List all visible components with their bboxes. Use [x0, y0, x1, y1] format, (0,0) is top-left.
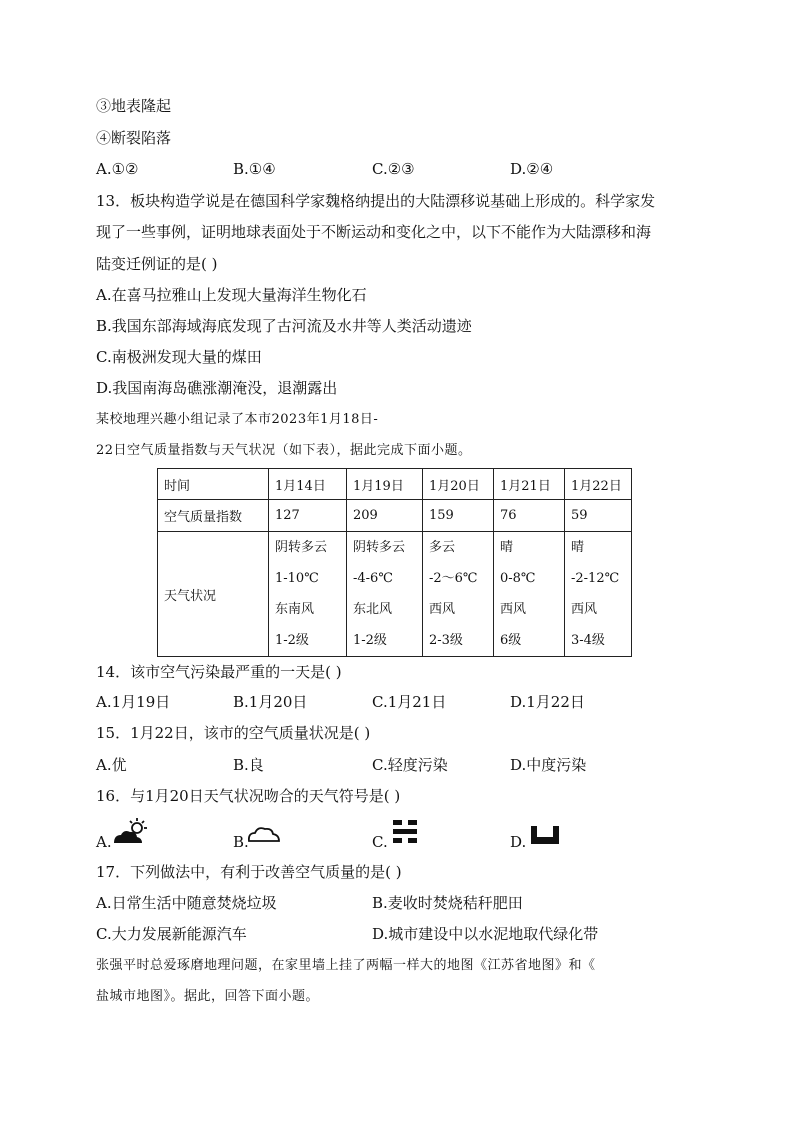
table-row-date	[158, 469, 632, 500]
q14-option-d[interactable]: D.1月22日	[510, 693, 585, 711]
temp-text: -2～6℃	[429, 571, 478, 586]
wind-text: 东北风	[353, 602, 393, 617]
level-text: 1-2级	[275, 633, 309, 648]
wind-text: 西风	[500, 602, 527, 617]
aqi-cell: 159	[423, 500, 494, 532]
q17-option-d[interactable]: D.城市建设中以水泥地取代绿化带	[372, 925, 599, 943]
intro-line2: 22日空气质量指数与天气状况（如下表），据此完成下面小题。	[96, 443, 472, 458]
q15-option-b[interactable]: B.良	[233, 756, 264, 774]
weather-cell	[423, 532, 494, 657]
level-text: 2-3级	[429, 633, 463, 648]
fog-icon	[390, 818, 420, 846]
row-header-aqi: 空气质量指数	[158, 500, 269, 532]
level-text: 1-2级	[353, 633, 387, 648]
q13-option-a[interactable]: A.在喜马拉雅山上发现大量海洋生物化石	[96, 286, 367, 304]
outro-line2: 盐城市地图》。据此，回答下面小题。	[96, 989, 320, 1004]
q15-stem: 15．1月22日，该市的空气质量状况是( )	[96, 724, 371, 742]
temp-text: -2-12℃	[571, 571, 620, 586]
weather-cell	[347, 532, 423, 657]
q13-option-d[interactable]: D.我国南海岛礁涨潮淹没，退潮露出	[96, 379, 338, 397]
weather-cell	[269, 532, 347, 657]
outro-line1: 张强平时总爱琢磨地理问题，在家里墙上挂了两幅一样大的地图《江苏省地图》和《	[96, 958, 596, 973]
q16-stem: 16．与1月20日天气状况吻合的天气符号是( )	[96, 787, 401, 805]
date-cell: 1月20日	[423, 469, 494, 500]
q17-option-c[interactable]: C.大力发展新能源汽车	[96, 925, 247, 943]
table-row-aqi	[158, 500, 632, 532]
q17-option-b[interactable]: B.麦收时焚烧秸秆肥田	[372, 894, 523, 912]
q12-option-d[interactable]: D.②④	[510, 160, 554, 178]
q14-option-b[interactable]: B.1月20日	[233, 693, 308, 711]
q13-option-c[interactable]: C.南极洲发现大量的煤田	[96, 348, 262, 366]
q14-option-c[interactable]: C.1月21日	[372, 693, 447, 711]
aqi-cell: 76	[494, 500, 565, 532]
q16-option-b[interactable]: B.	[233, 833, 249, 851]
statement-3: ③地表隆起	[96, 97, 172, 115]
cloud-icon	[246, 822, 282, 844]
q17-option-a[interactable]: A.日常生活中随意焚烧垃圾	[96, 894, 277, 912]
wind-text: 西风	[429, 602, 456, 617]
q15-option-a[interactable]: A.优	[96, 756, 127, 774]
wind-text: 西风	[571, 602, 598, 617]
q14-stem: 14．该市空气污染最严重的一天是( )	[96, 663, 342, 681]
q15-option-c[interactable]: C.轻度污染	[372, 756, 448, 774]
q17-stem: 17．下列做法中，有利于改善空气质量的是( )	[96, 863, 402, 881]
aqi-cell: 59	[565, 500, 632, 532]
weather-cell	[494, 532, 565, 657]
date-cell: 1月22日	[565, 469, 632, 500]
temp-text: 0-8℃	[500, 571, 536, 586]
weather-cell	[565, 532, 632, 657]
q13-option-b[interactable]: B.我国东部海域海底发现了古河流及水井等人类活动遗迹	[96, 317, 472, 335]
q12-option-c[interactable]: C.②③	[372, 160, 415, 178]
level-text: 6级	[500, 633, 522, 648]
dust-icon	[529, 824, 561, 846]
level-text: 3-4级	[571, 633, 605, 648]
wind-text: 东南风	[275, 602, 315, 617]
sky-text: 晴	[500, 540, 514, 555]
q14-option-a[interactable]: A.1月19日	[96, 693, 171, 711]
q12-option-b[interactable]: B.①④	[233, 160, 276, 178]
q16-option-c[interactable]: C.	[372, 833, 388, 851]
q16-option-d[interactable]: D.	[510, 833, 527, 851]
sky-text: 阴转多云	[353, 540, 406, 555]
sun-cloud-icon	[110, 818, 150, 846]
q15-option-d[interactable]: D.中度污染	[510, 756, 587, 774]
q12-option-a[interactable]: A.①②	[96, 160, 139, 178]
row-header-time: 时间	[158, 469, 269, 500]
temp-text: -4-6℃	[353, 571, 393, 586]
sky-text: 多云	[429, 540, 456, 555]
q13-stem-line3: 陆变迁例证的是( )	[96, 255, 218, 273]
date-cell: 1月21日	[494, 469, 565, 500]
intro-line1: 某校地理兴趣小组记录了本市2023年1月18日-	[96, 412, 379, 427]
q16-option-a[interactable]: A.	[96, 833, 112, 851]
aqi-cell: 127	[269, 500, 347, 532]
q13-stem-line1: 13．板块构造学说是在德国科学家魏格纳提出的大陆漂移说基础上形成的。科学家发	[96, 192, 656, 210]
aqi-cell: 209	[347, 500, 423, 532]
date-cell: 1月19日	[347, 469, 423, 500]
statement-4: ④断裂陷落	[96, 129, 172, 147]
table-row-weather	[158, 532, 632, 657]
row-header-weather: 天气状况	[158, 532, 269, 657]
temp-text: 1-10℃	[275, 571, 319, 586]
weather-table	[157, 468, 632, 657]
q13-stem-line2: 现了一些事例，证明地球表面处于不断运动和变化之中，以下不能作为大陆漂移和海	[96, 223, 652, 241]
sky-text: 阴转多云	[275, 540, 328, 555]
date-cell: 1月14日	[269, 469, 347, 500]
sky-text: 晴	[571, 540, 585, 555]
